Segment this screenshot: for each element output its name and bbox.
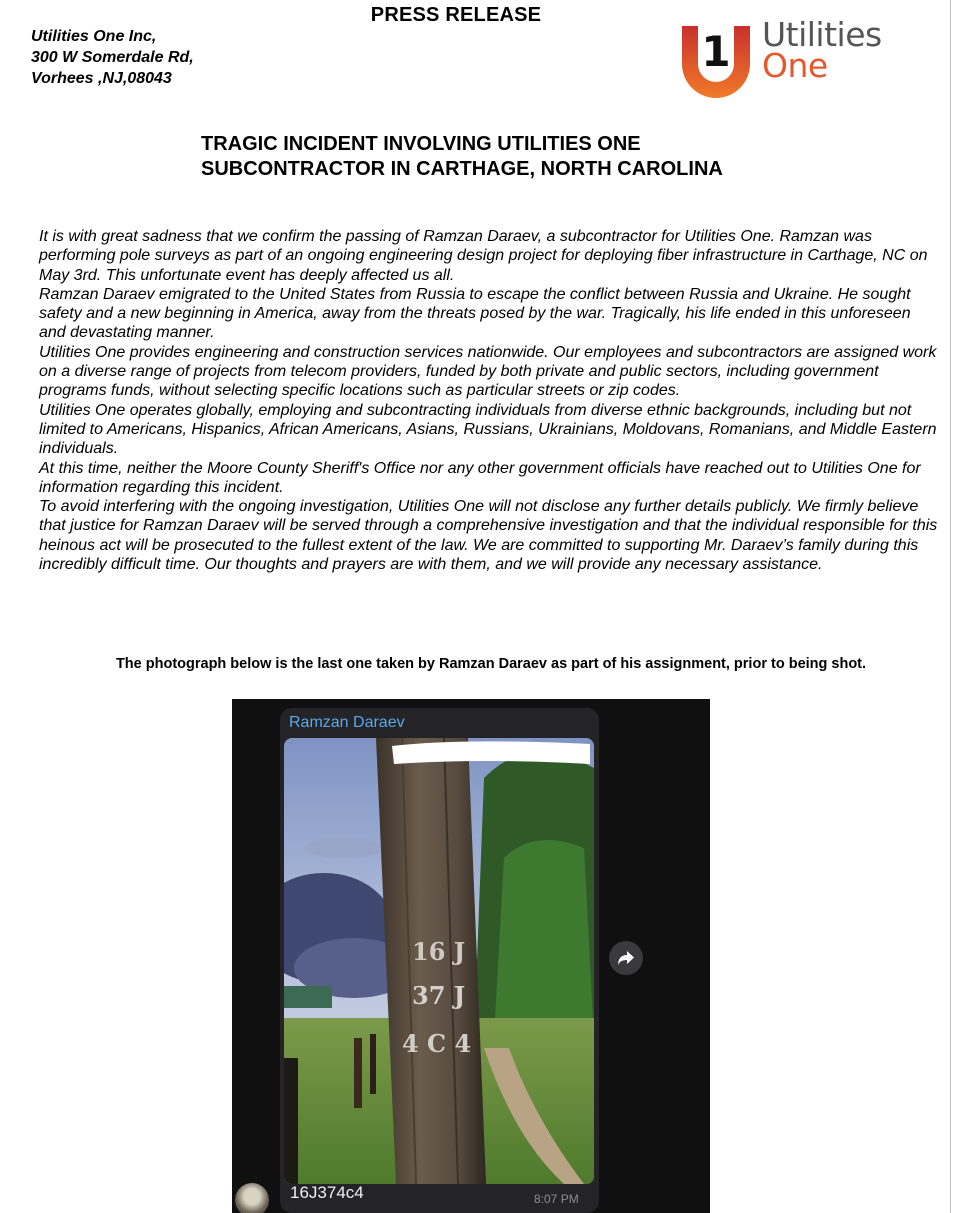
logo-word-one: One: [762, 46, 828, 85]
forward-arrow-icon: [617, 950, 635, 966]
sender-name: Ramzan Daraev: [289, 714, 405, 731]
body-paragraph: It is with great sadness that we confirm the passing of Ramzan Daraev, a subcontractor for Utilities One. Ramzan was performing pole surveys as part of an ongoing engineering design project for deploying fiber infrastructure in Carthage, NC on May 3rd. This unfortunate event has deeply affected us all.: [39, 228, 928, 284]
headline-line: SUBCONTRACTOR IN CARTHAGE, NORTH CAROLINA: [201, 158, 723, 180]
headline-line: TRAGIC INCIDENT INVOLVING UTILITIES ONE: [201, 133, 641, 155]
redaction-mark: [392, 741, 590, 764]
logo-mark-digit: 1: [701, 27, 731, 76]
body-paragraph: To avoid interfering with the ongoing investigation, Utilities One will not disclose any further details publicly. We firmly believe that justice for Ramzan Daraev will be served through a comprehensive investigation and that the individual responsible for this heinous act will be prosecuted to the fullest extent of the law. We are committed to supporting Mr. Daraev’s family during this incredibly difficult time. Our thoughts and prayers are with them, and we will provide any necessary assistance.: [39, 498, 938, 574]
pole-photo: [284, 738, 594, 1184]
logo-word-utilities: Utilities: [762, 15, 882, 54]
chat-screenshot: [232, 699, 710, 1213]
logo-mark-icon: [676, 18, 756, 98]
body-paragraph: Ramzan Daraev emigrated to the United States from Russia to escape the conflict between Russia and Ukraine. He sought safety and a new beginning in America, away from the threats posed by the war. Tragically, his life ended in this unforeseen and devastating manner.: [39, 285, 911, 342]
address-line: 300 W Somerdale Rd,: [31, 49, 194, 66]
message-bubble: [280, 708, 599, 1213]
pole-photo-image: [284, 738, 594, 1184]
pole-tag-2: 37 J: [412, 981, 466, 1010]
utilities-one-logo: [676, 15, 896, 98]
message-time: 8:07 PM: [534, 1192, 579, 1206]
page-edge-rule: [950, 0, 951, 1213]
address-line: Utilities One Inc,: [31, 28, 157, 45]
pole-tag-3: 4 C 4: [402, 1029, 472, 1058]
address-line: Vorhees ,NJ,08043: [31, 70, 172, 87]
headline: [201, 132, 723, 182]
body-paragraph: Utilities One provides engineering and construction services nationwide. Our employees and subcontractors are assigned work on a diverse range of projects from telecom providers, funded by both private and public sectors, including government programs funds, without selecting specific locations such as particular streets or zip codes.: [39, 343, 937, 400]
forward-button[interactable]: [609, 941, 643, 975]
company-address: [31, 26, 194, 89]
press-release-label: PRESS RELEASE: [370, 4, 542, 26]
message-text: 16J374c4: [290, 1183, 364, 1202]
body-paragraph: Utilities One operates globally, employing and subcontracting individuals from diverse ethnic backgrounds, including but not limited to Americans, Hispanics, African Americans, Asians, Russians, Ukrainians, Moldovans, Romanians, and Middle Eastern individuals.: [39, 401, 937, 458]
avatar[interactable]: [235, 1183, 269, 1213]
pole-tag-1: 16 J: [412, 937, 466, 966]
press-release-body: [39, 227, 941, 574]
photo-caption: The photograph below is the last one taken by Ramzan Daraev as part of his assignment, prior to being shot.: [115, 656, 867, 672]
body-paragraph: At this time, neither the Moore County Sheriff's Office nor any other government officials have reached out to Utilities One for information regarding this incident.: [39, 459, 921, 496]
logo-wordmark: [762, 15, 882, 85]
